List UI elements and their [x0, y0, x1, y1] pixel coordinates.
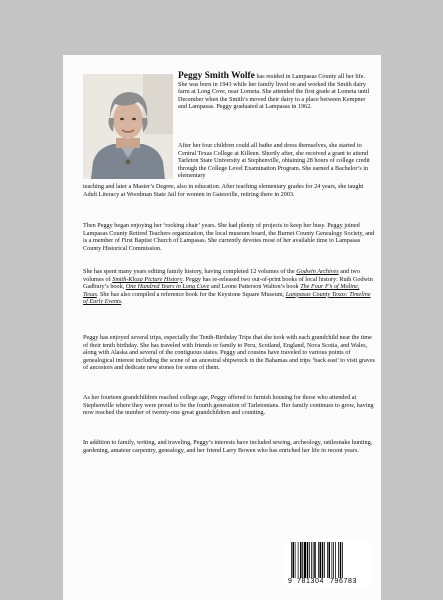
barcode-lead-digit: 9 — [288, 578, 293, 585]
travel-paragraph: Peggy has enjoyed several trips, especially the Tenth-Birthday Trips that she took with each grandchild near the time of their tenth birthday. She has traveled with friends or family to Peru, Scotland, England, Nova Scotia, and Wales, along with Alaska and several of the contiguous states. Peggy and cousins have traveled to various points of genealogical interest including the scene of an ancestral shipwreck in the Bahamas and trips ‘back east’ to visit graves of ancestors and dedicate new stones for some of them. — [83, 334, 375, 372]
barcode-bars — [291, 542, 365, 578]
education-paragraph: After her four children could all bathe and dress themselves, she started to Central Texas College at Killeen. Shortly after, she received a grant to attend Tarleton State University at Stephenville, obtaining 28 hours of college credit through the College Level Examination Program. She earned a Bachelor’s in elementary — [178, 142, 370, 180]
barcode-bar — [309, 542, 310, 578]
book-title-godwin-archives: Godwin Archives — [296, 268, 339, 275]
barcode-bar — [340, 542, 342, 578]
barcode-bar — [338, 542, 339, 578]
writing-text-1: She has spent many years editing family history, having completed 12 volumes of the — [83, 268, 297, 275]
book-title-long-cove: One Hundred Years in Long Cove — [125, 283, 210, 291]
barcode-bar — [311, 542, 312, 578]
intro-text: has resided in Lampasas County all her life. She was born in 1943 while her family lived on and worked the Smith dairy farm at Long Cove, near Lometa. She attended the first grade at Lometa until December when the Smith’s moved their dairy to a place between Kempner and Lampasas. Peggy graduated at Lampasas in 1962. — [178, 73, 370, 111]
barcode-bar — [335, 542, 336, 578]
barcode-bar — [324, 542, 325, 578]
barcode-bar — [318, 542, 319, 578]
barcode-bar — [320, 542, 322, 578]
book-title-four-fs: The Four F’s of Moline, Texas — [83, 283, 360, 298]
barcode-bar — [291, 542, 292, 578]
education-paragraph-cont: teaching and later a Master’s Degree, also in education. After teaching elementary grades for 24 years, she taught Adult Literacy at Woodman State Jail for women in Gatesville, retiring there in 2003. — [83, 183, 364, 198]
barcode-bar — [298, 542, 299, 578]
barcode-bar — [295, 542, 296, 578]
interests-paragraph: In addition to family, writing, and traveling, Peggy’s interests have included sewing, archeology, rattlesnake hunting, gardening, amateur carpentry, genealogy, and her friend Larry Bowen who has enriched her life in recent years. — [83, 439, 373, 454]
author-photo — [83, 74, 173, 179]
barcode-bar — [307, 542, 309, 578]
writing-text-3: . Peggy has re-released two out-of-print books of local history: Ruth Godwin Gadbury’s book, — [83, 275, 373, 291]
writing-paragraph — [83, 268, 375, 306]
writing-text-4: and Leone Patterson Walton’s book — [209, 283, 301, 291]
barcode-bar — [327, 542, 328, 578]
barcode-group-1: 781304 — [297, 578, 324, 585]
barcode-bar — [333, 542, 334, 578]
barcode-bar — [304, 542, 306, 578]
barcode-bar — [322, 542, 324, 578]
barcode-bar — [313, 542, 314, 578]
author-name: Peggy Smith Wolfe — [178, 71, 255, 81]
book-title-timeline: Lampasas County Texas: Timeline of Early Events — [83, 290, 371, 306]
barcode-bar — [314, 542, 316, 578]
bio-intro-paragraph — [178, 73, 374, 111]
writing-text-5: . She has also compiled a reference book for the Keystone Square Museum, — [96, 290, 286, 298]
retirement-paragraph: Then Peggy began enjoying her ‘rocking chair’ years. She had plenty of projects to keep her busy. Peggy joined Lampasas County Retired Teachers organization, the local museum board, the Burnet County Genealogy Society, and is a member of First Baptist Church of Lampasas. She currently devotes most of her available time to Lampasas County Historical Commission. — [83, 222, 375, 252]
barcode-bar — [342, 542, 343, 578]
barcode-bar — [293, 542, 295, 578]
barcode-bar — [332, 542, 333, 578]
writing-text-6: . — [121, 298, 123, 306]
grandchildren-paragraph: As her fourteen grandchildren reached college age, Peggy offered to furnish housing for those who attended at Stephenville where they were proud to be the fourth generation of Tarletonians. Her family continues to grow, having now reached the number of twenty-one great grandchildren and counting. — [83, 394, 374, 417]
barcode-bar — [329, 542, 331, 578]
isbn-barcode — [286, 538, 370, 590]
barcode-group-2: 796783 — [330, 578, 357, 585]
barcode-bar — [300, 542, 302, 578]
barcode-bar — [302, 542, 303, 578]
book-title-smith-kloza: Smith-Kloza Picture History — [112, 275, 183, 283]
writing-text-2: and two volumes of — [83, 268, 360, 283]
